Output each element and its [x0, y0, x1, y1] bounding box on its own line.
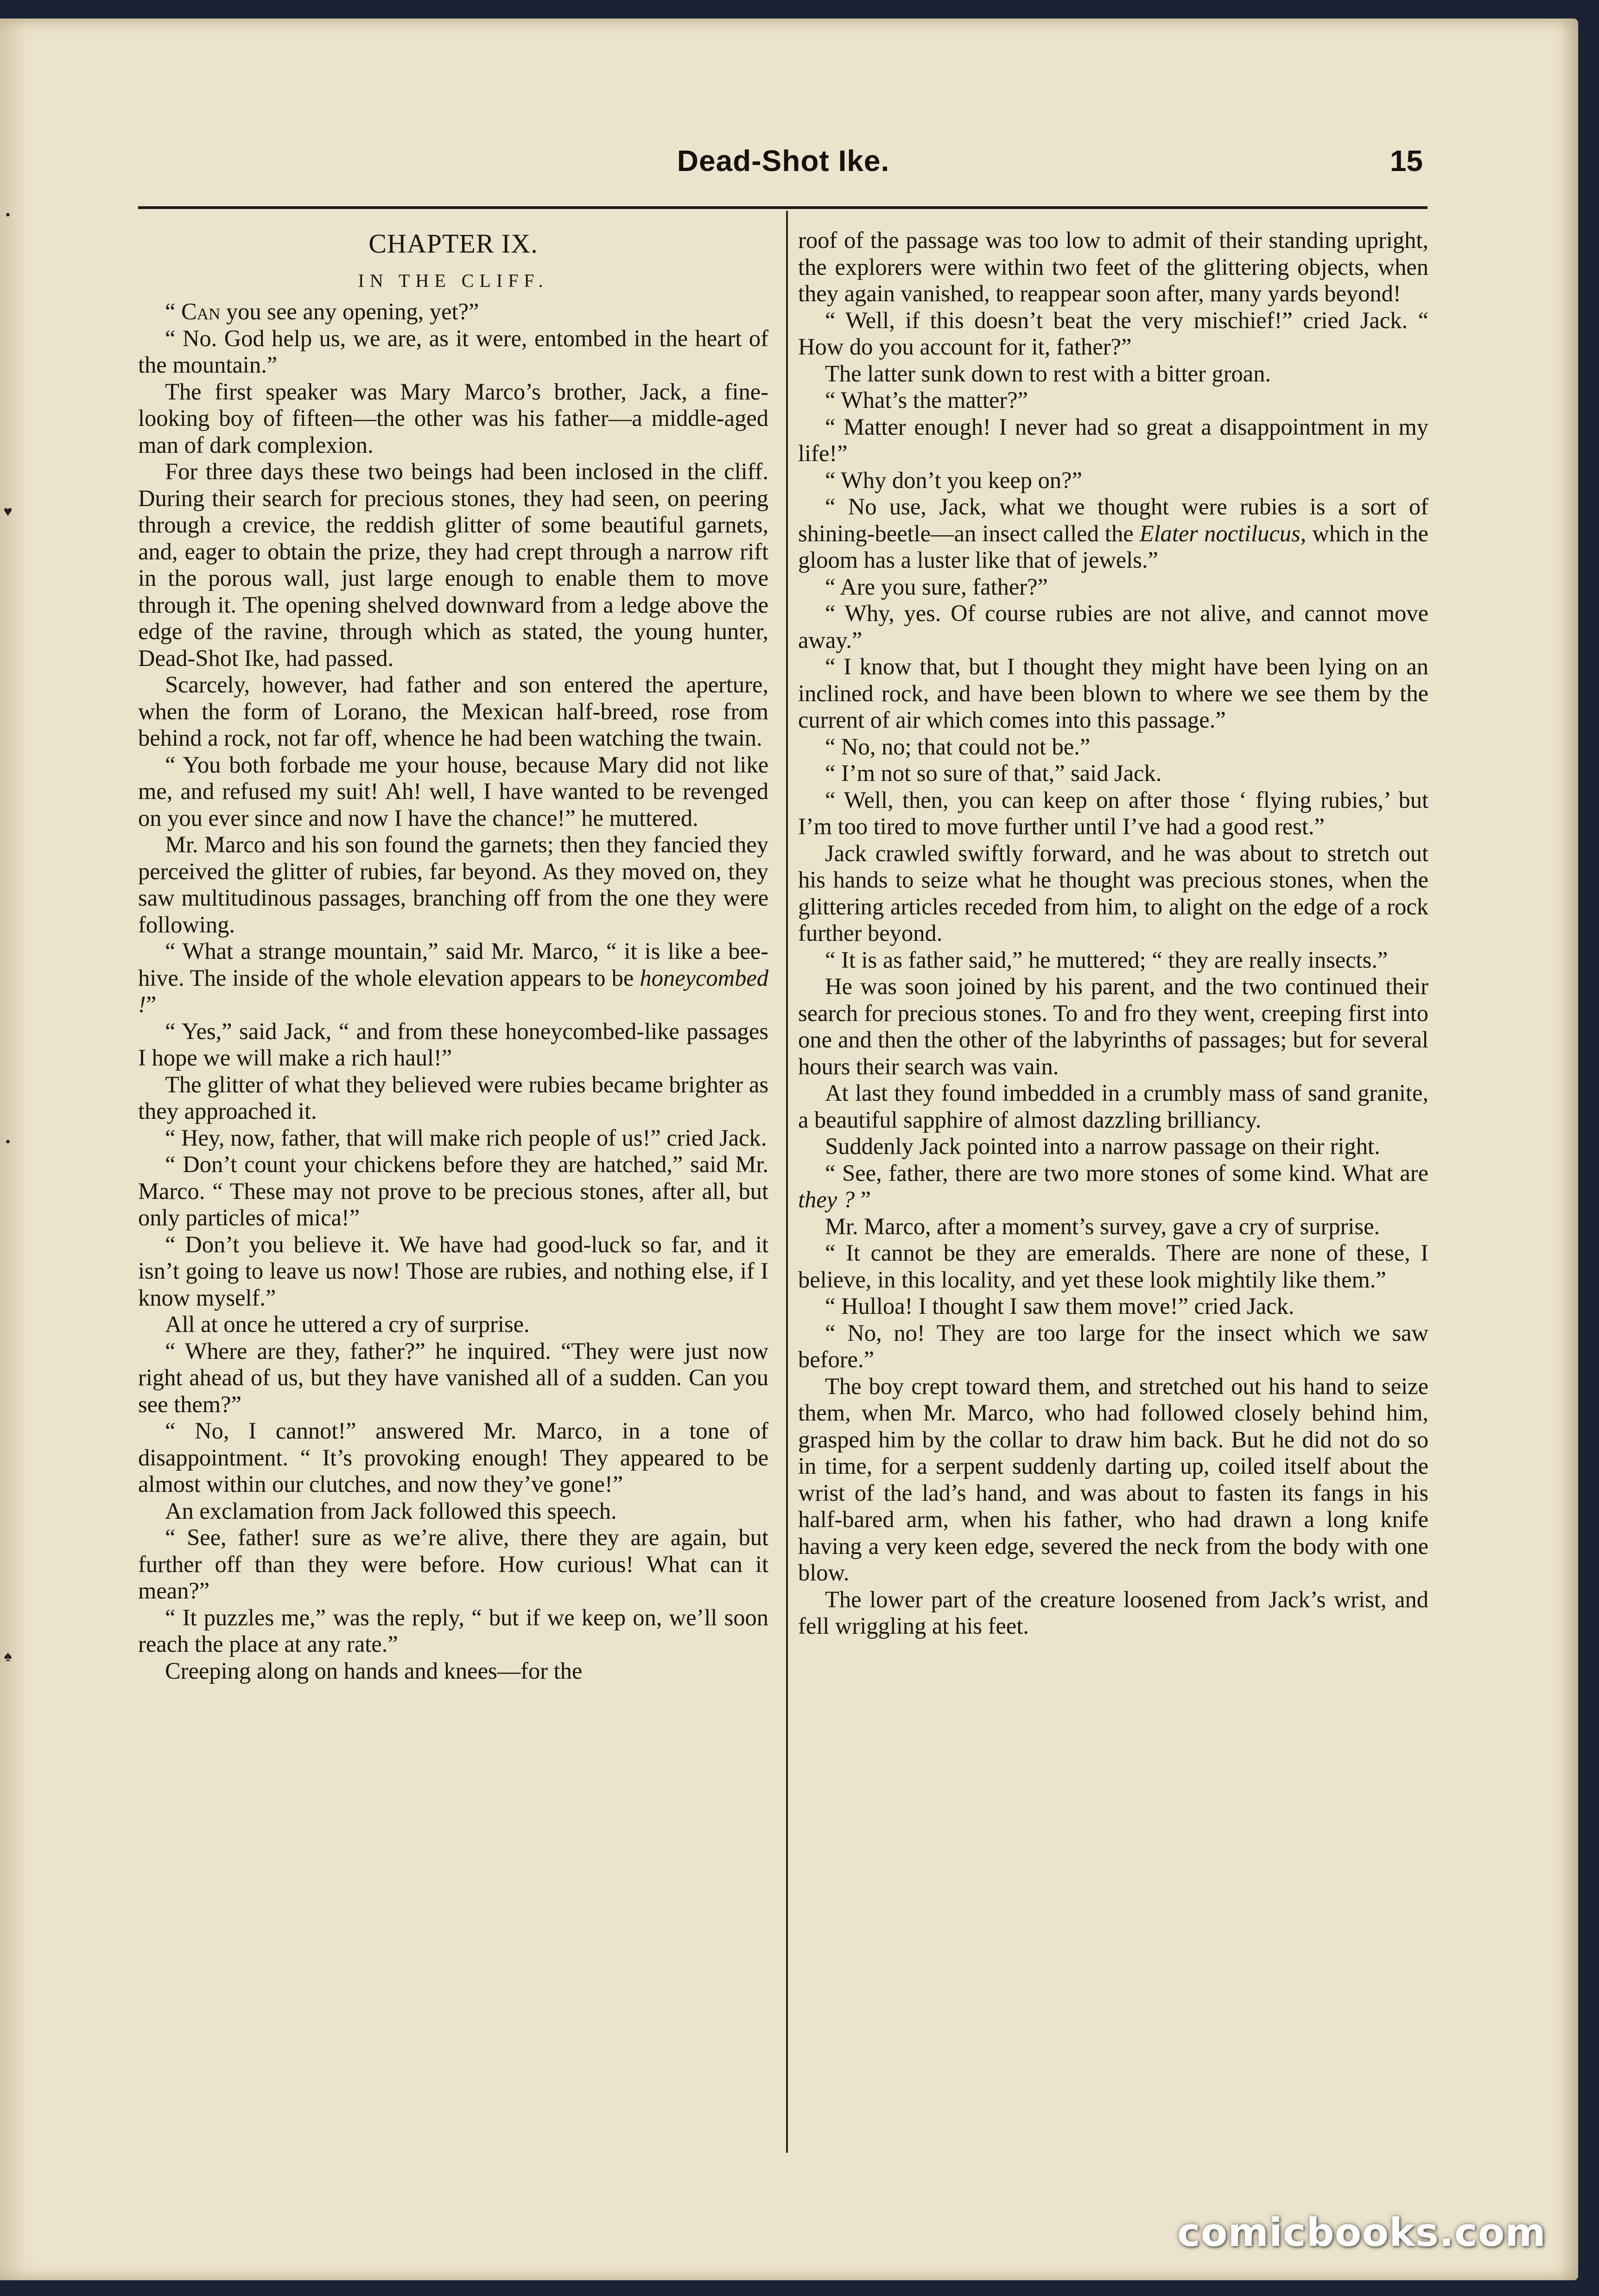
paragraph: “ Yes,” said Jack, “ and from these honeycombed-like passages I hope we will make a rich haul!” [138, 1018, 768, 1071]
binding-hole-mark: • [5, 1133, 11, 1150]
paragraph [798, 1160, 1428, 1213]
paragraph-text: ” [146, 991, 157, 1017]
paragraph: He was soon joined by his parent, and the two continued their search for precious stones. To and fro they went, creeping first into one and then the other of the labyrinths of passages; but for several hours their search was vain. [798, 973, 1428, 1079]
paragraph: “ Don’t you believe it. We have had good-luck so far, and it isn’t going to leave us now! Those are rubies, and nothing else, if I know myself.” [138, 1231, 768, 1311]
paragraph: “ It puzzles me,” was the reply, “ but if we keep on, we’ll soon reach the place at any rate.” [138, 1604, 768, 1657]
paragraph: “ Well, then, you can keep on after those ‘ flying rubies,’ but I’m too tired to move further until I’ve had a good rest.” [798, 786, 1428, 839]
binding-hole-mark: • [5, 206, 11, 223]
paragraph: Scarcely, however, had father and son entered the aperture, when the form of Lorano, the Mexican half-breed, rose from behind a rock, not far off, whence he had been watching the twain. [138, 672, 768, 751]
paragraph: “ No. God help us, we are, as it were, entombed in the heart of the mountain.” [138, 325, 768, 378]
paragraph: “ I’m not so sure of that,” said Jack. [825, 760, 1162, 786]
paragraph: For three days these two beings had been inclosed in the cliff. During their search for precious stones, they had seen, on peering through a crevice, the reddish glitter of some beautiful garnets, and, eager to obtain the prize, they had crept through a narrow rift in the porous wall, just large enough to enable them to move through it. The opening shelved downward from a ledge above the edge of the ravine, through which as stated, the young hunter, Dead-Shot Ike, had passed. [138, 458, 768, 671]
paragraph: “ It is as father said,” he muttered; “ they are really insects.” [825, 946, 1388, 973]
paragraph: “ Can you see any opening, yet?” [165, 298, 479, 324]
paragraph: Mr. Marco, after a moment’s survey, gave a cry of surprise. [825, 1213, 1380, 1239]
paragraph-text: “ See, father, there are two more stones of some kind. What are [825, 1160, 1428, 1186]
paragraph: The lower part of the creature loosened from Jack’s wrist, and fell wriggling at his feet. [798, 1586, 1428, 1639]
paragraph: “ Why, yes. Of course rubies are not alive, and cannot move away.” [798, 600, 1428, 653]
paragraph [798, 494, 1428, 574]
paragraph: “ Well, if this doesn’t beat the very mischief!” cried Jack. “ How do you account for it, father?” [798, 307, 1428, 360]
column-divider [786, 211, 788, 2153]
binding-hole-mark: ♥ [3, 503, 13, 520]
paragraph: Jack crawled swiftly forward, and he was about to stretch out his hands to seize what he thought was precious stones, when the glittering articles receded from him, to alight on the edge of a rock further beyond. [798, 840, 1428, 946]
paragraph: “ Hulloa! I thought I saw them move!” cried Jack. [825, 1293, 1294, 1319]
paragraph: “ No, no; that could not be.” [825, 733, 1091, 760]
chapter-subtitle: IN THE CLIFF. [358, 270, 549, 291]
paragraph: The boy crept toward them, and stretched out his hand to seize them, when Mr. Marco, who had followed closely behind him, grasped him by the collar to draw him back. But he did not do so in time, for a serpent suddenly darting up, coiled itself about the wrist of the lad’s hand, and was about to fasten its fangs in his half-bared arm, when his father, who had drawn a long knife having a very keen edge, severed the neck from the body with one blow. [798, 1373, 1428, 1586]
emphasis-text: Elater noctilucus, [1139, 520, 1307, 546]
paragraph: “ No, I cannot!” answered Mr. Marco, in a tone of disappointment. “ It’s provoking enough! They appeared to be almost within our clutches, and now they’ve gone!” [138, 1418, 768, 1497]
paragraph: “ Where are they, father?” he inquired. “They were just now right ahead of us, but they have vanished all of a sudden. Can you see them?” [138, 1338, 768, 1417]
right-column [798, 227, 1428, 1640]
page-number: 15 [1390, 144, 1423, 178]
paragraph: The first speaker was Mary Marco’s brother, Jack, a fine-looking boy of fifteen—the other was his father—a middle-aged man of dark complexion. [138, 378, 768, 458]
paragraph: Suddenly Jack pointed into a narrow passage on their right. [825, 1133, 1380, 1159]
paragraph: “ It cannot be they are emeralds. There are none of these, I believe, in this locality, and yet these look mightily like them.” [798, 1240, 1428, 1293]
opening-small-caps: Can [181, 298, 221, 324]
left-column [138, 227, 768, 1684]
header-rule [138, 206, 1428, 209]
paragraph: “ I know that, but I thought they might have been lying on an inclined rock, and have been blown to where we see them by the current of air which comes into this passage.” [798, 653, 1428, 733]
paragraph: “ No, no! They are too large for the insect which we saw before.” [798, 1319, 1428, 1372]
book-page [0, 19, 1578, 2280]
paragraph: Mr. Marco and his son found the garnets; then they fancied they perceived the glitter of rubies, far beyond. As they moved on, they saw multitudinous passages, branching off from the one they were following. [138, 831, 768, 938]
paragraph: “ Are you sure, father?” [825, 573, 1048, 600]
paragraph: At last they found imbedded in a crumbly mass of sand granite, a beautiful sapphire of almost dazzling brilliancy. [798, 1080, 1428, 1133]
emphasis-text: they ? [798, 1186, 855, 1212]
paragraph: The glitter of what they believed were rubies became brighter as they approached it. [138, 1071, 768, 1124]
paragraph: “ Hey, now, father, that will make rich people of us!” cried Jack. [165, 1124, 767, 1151]
running-title: Dead-Shot Ike. [677, 144, 890, 178]
paragraph-text: which in the gloom has a luster like that of jewels.” [798, 520, 1428, 573]
paragraph: An exclamation from Jack followed this speech. [165, 1497, 617, 1524]
paragraph: The latter sunk down to rest with a bitter groan. [825, 360, 1271, 387]
emphasis-text: honeycombed ! [138, 964, 768, 1017]
paragraph [138, 938, 768, 1018]
paragraph: “ Why don’t you keep on?” [825, 467, 1082, 493]
paragraph-text: ” [854, 1186, 871, 1212]
paragraph-text: “ What a strange mountain,” said Mr. Marco, “ it is like a bee-hive. The inside of the whole elevation appears to be [138, 938, 768, 991]
binding-hole-mark: ♠ [4, 1648, 12, 1664]
chapter-title: CHAPTER IX. [368, 228, 538, 259]
paragraph-continuation: roof of the passage was too low to admit of their standing upright, the explorers were within two feet of the glittering objects, when they again vanished, to reappear soon after, many yards beyond! [798, 227, 1428, 306]
paragraph: All at once he uttered a cry of surprise. [165, 1311, 530, 1337]
site-watermark: comicbooks.com [1177, 2210, 1546, 2255]
paragraph: Creeping along on hands and knees—for the [165, 1657, 583, 1684]
page-header [139, 144, 1428, 185]
paragraph-text: you see any opening, yet?” [220, 298, 479, 324]
paragraph: “ What’s the matter?” [825, 387, 1028, 413]
paragraph: “ Matter enough! I never had so great a disappointment in my life!” [798, 413, 1428, 466]
paragraph: “ Don’t count your chickens before they are hatched,” said Mr. Marco. “ These may not prove to be precious stones, after all, but only particles of mica!” [138, 1151, 768, 1230]
paragraph: “ See, father! sure as we’re alive, there they are again, but further off than they were before. How curious! What can it mean?” [138, 1524, 768, 1604]
paragraph-text: “ No use, Jack, what we thought were rubies is a sort of shining-beetle—an insect called the [798, 494, 1428, 546]
paragraph: “ You both forbade me your house, because Mary did not like me, and refused my suit! Ah! well, I have wanted to be revenged on you ever since and now I have the chance!” he muttered. [138, 751, 768, 831]
